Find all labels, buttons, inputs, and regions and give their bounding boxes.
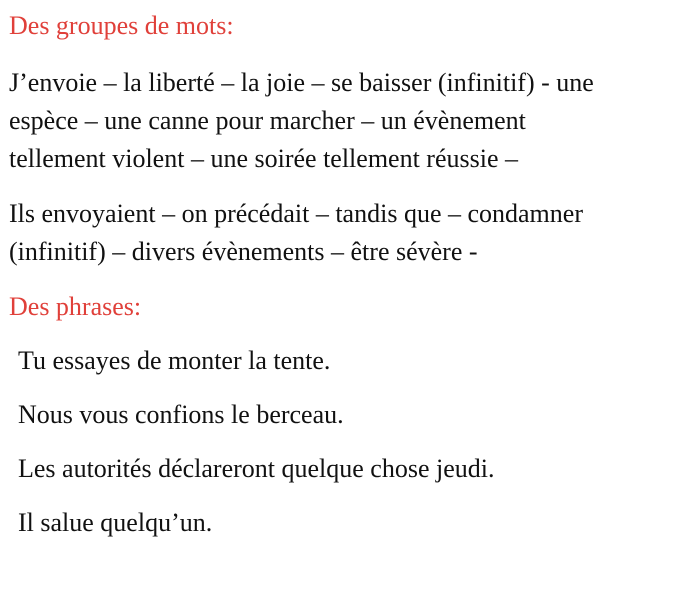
paragraph-2-line-2: (infinitif) – divers évènements – être sévère - xyxy=(9,237,478,266)
phrase-item: Il salue quelqu’un. xyxy=(18,508,213,537)
paragraph-2-line-1: Ils envoyaient – on précédait – tandis que – condamner xyxy=(9,199,583,228)
groupes-paragraph-1 xyxy=(9,64,594,178)
paragraph-1-line-3: tellement violent – une soirée tellement réussie – xyxy=(9,144,519,173)
phrase-item: Tu essayes de monter la tente. xyxy=(18,346,331,375)
phrase-item: Les autorités déclareront quelque chose jeudi. xyxy=(18,454,495,483)
groupes-paragraph-2 xyxy=(9,195,583,271)
paragraph-1-line-2: espèce – une canne pour marcher – un évènement xyxy=(9,106,526,135)
phrases-heading: Des phrases: xyxy=(9,292,142,321)
paragraph-1-line-1: J’envoie – la liberté – la joie – se baisser (infinitif) - une xyxy=(9,68,594,97)
groupes-heading: Des groupes de mots: xyxy=(9,11,234,40)
phrase-item: Nous vous confions le berceau. xyxy=(18,400,344,429)
